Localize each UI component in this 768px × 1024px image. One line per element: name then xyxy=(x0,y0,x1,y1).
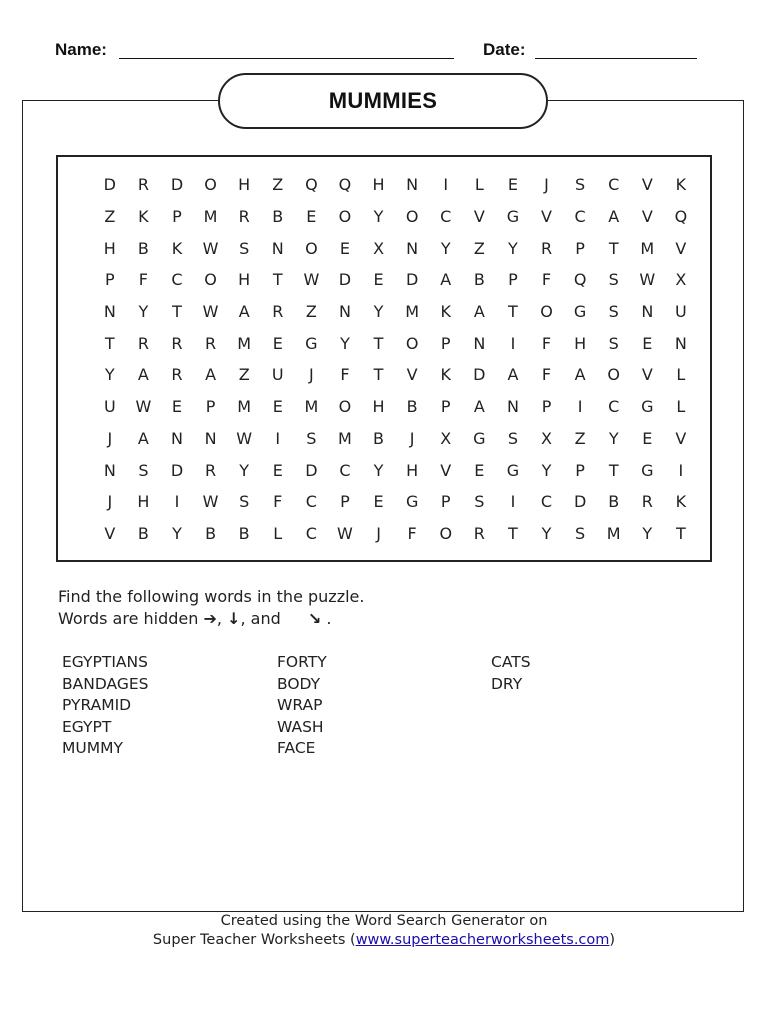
grid-letter: Q xyxy=(338,175,352,195)
grid-letter: E xyxy=(339,238,350,258)
grid-letter: N xyxy=(641,302,654,322)
grid-letter: E xyxy=(272,397,283,417)
grid-row xyxy=(93,359,698,391)
grid-letter: N xyxy=(674,333,687,353)
grid-letter: B xyxy=(373,428,385,448)
grid-letter: W xyxy=(337,523,353,543)
word-list-column-3 xyxy=(491,652,531,695)
grid-letter: P xyxy=(340,492,350,512)
grid-letter: A xyxy=(205,365,217,385)
grid-letter: H xyxy=(372,175,385,195)
grid-letter: Z xyxy=(305,302,317,322)
grid-letter: S xyxy=(138,460,149,480)
grid-letter: E xyxy=(474,460,485,480)
grid-letter: H xyxy=(238,270,251,290)
grid-letter: P xyxy=(508,270,518,290)
grid-letter: H xyxy=(238,175,251,195)
grid-letter: R xyxy=(205,460,217,480)
grid-letter: W xyxy=(135,397,152,417)
grid-letter: Y xyxy=(440,238,451,258)
grid-letter: O xyxy=(204,270,217,290)
grid-letter: U xyxy=(675,302,687,322)
grid-letter: N xyxy=(473,333,486,353)
grid-letter: R xyxy=(238,207,250,227)
grid-letter: T xyxy=(508,302,518,322)
grid-row xyxy=(93,232,698,264)
grid-letter: C xyxy=(574,207,586,227)
grid-letter: R xyxy=(137,333,149,353)
grid-letter: D xyxy=(473,365,486,385)
grid-letter: T xyxy=(508,523,518,543)
grid-letter: N xyxy=(271,238,284,258)
grid-row xyxy=(93,454,698,486)
word-list-item: WRAP xyxy=(277,696,323,714)
grid-letter: T xyxy=(172,302,182,322)
grid-letter: J xyxy=(376,523,381,543)
grid-letter: Z xyxy=(104,207,116,227)
grid-letter: G xyxy=(641,397,654,417)
word-list-item: CATS xyxy=(491,653,531,671)
grid-letter: Y xyxy=(541,523,552,543)
grid-letter: V xyxy=(675,428,687,448)
grid-letter: T xyxy=(608,460,619,480)
word-list-item: FORTY xyxy=(277,653,327,671)
grid-letter: Y xyxy=(340,333,350,353)
grid-letter: B xyxy=(137,523,149,543)
grid-letter: T xyxy=(608,238,619,258)
grid-letter: Y xyxy=(373,207,384,227)
grid-letter: C xyxy=(608,175,620,195)
grid-letter: D xyxy=(405,270,419,290)
word-list-item: PYRAMID xyxy=(62,696,132,714)
grid-letter: V xyxy=(104,523,116,543)
grid-letter: V xyxy=(641,207,653,227)
grid-letter: F xyxy=(138,270,148,290)
website-link[interactable]: www.superteacherworksheets.com xyxy=(355,932,610,948)
grid-letter: W xyxy=(202,238,219,258)
grid-letter: K xyxy=(440,365,451,385)
grid-letter: X xyxy=(373,238,385,258)
grid-letter: Y xyxy=(608,428,619,448)
grid-letter: H xyxy=(103,238,116,258)
arrow-right-icon: ➔ xyxy=(203,609,217,628)
grid-letter: G xyxy=(573,302,587,322)
title-banner xyxy=(218,73,548,129)
grid-letter: I xyxy=(678,460,684,480)
grid-letter: Z xyxy=(473,238,485,258)
grid-letter: O xyxy=(338,207,352,227)
grid-letter: J xyxy=(107,492,113,512)
grid-letter: N xyxy=(338,302,351,322)
grid-letter: Y xyxy=(373,302,384,322)
grid-letter: Y xyxy=(138,302,149,322)
grid-letter: R xyxy=(137,175,149,195)
grid-row xyxy=(93,169,698,201)
grid-letter: E xyxy=(642,333,653,353)
date-label: Date: xyxy=(483,40,526,59)
grid-letter: F xyxy=(407,523,417,543)
grid-row xyxy=(93,518,698,550)
grid-letter: Y xyxy=(373,460,384,480)
grid-letter: F xyxy=(541,333,552,353)
grid-letter: D xyxy=(305,460,318,480)
grid-letter: M xyxy=(237,333,252,353)
grid-letter: S xyxy=(306,428,317,448)
grid-letter: A xyxy=(137,428,149,448)
grid-letter: B xyxy=(137,238,149,258)
name-field[interactable] xyxy=(119,58,454,59)
grid-letter: T xyxy=(373,365,384,385)
word-list-column-1 xyxy=(62,652,148,760)
page-title: MUMMIES xyxy=(328,88,438,113)
grid-row xyxy=(93,201,698,233)
grid-letter: O xyxy=(305,238,318,258)
grid-letter: P xyxy=(440,492,451,512)
grid-letter: B xyxy=(473,270,485,290)
grid-letter: N xyxy=(103,302,116,322)
grid-letter: T xyxy=(272,270,283,290)
grid-letter: B xyxy=(272,207,284,227)
grid-letter: I xyxy=(577,397,583,417)
footer-line-2 xyxy=(0,931,768,950)
word-list-item: FACE xyxy=(277,739,316,757)
grid-letter: G xyxy=(641,460,654,480)
grid-letter: I xyxy=(275,428,281,448)
grid-letter: C xyxy=(305,492,317,512)
grid-letter: F xyxy=(273,492,283,512)
grid-letter: V xyxy=(473,207,485,227)
arrow-diagonal-icon: ↘ xyxy=(307,609,322,628)
grid-letter: U xyxy=(103,397,116,417)
footer xyxy=(0,912,768,950)
grid-letter: G xyxy=(405,492,419,512)
grid-letter: J xyxy=(107,428,113,448)
grid-letter: M xyxy=(338,428,352,448)
grid-letter: R xyxy=(473,523,485,543)
grid-letter: G xyxy=(473,428,486,448)
grid-letter: D xyxy=(170,460,184,480)
grid-letter: O xyxy=(338,397,352,417)
grid-letter: B xyxy=(406,397,418,417)
grid-letter: M xyxy=(304,397,319,417)
grid-letter: E xyxy=(272,333,283,353)
grid-rows xyxy=(93,169,698,549)
grid-letter: L xyxy=(273,523,283,543)
grid-letter: Y xyxy=(541,460,552,480)
grid-letter: G xyxy=(305,333,318,353)
grid-letter: E xyxy=(373,270,384,290)
grid-letter: V xyxy=(541,207,552,227)
grid-letter: T xyxy=(676,523,686,543)
grid-letter: P xyxy=(575,460,585,480)
grid-letter: Y xyxy=(104,365,115,385)
grid-letter: W xyxy=(236,428,253,448)
grid-letter: N xyxy=(506,397,519,417)
grid-letter: Y xyxy=(508,238,518,258)
grid-letter: R xyxy=(205,333,217,353)
grid-letter: E xyxy=(642,428,653,448)
grid-letter: O xyxy=(204,175,217,195)
grid-letter: K xyxy=(675,492,687,512)
grid-letter: V xyxy=(641,365,653,385)
grid-letter: M xyxy=(606,523,621,543)
grid-letter: B xyxy=(238,523,250,543)
grid-letter: O xyxy=(405,333,419,353)
grid-letter: C xyxy=(339,460,351,480)
grid-letter: S xyxy=(239,492,250,512)
grid-letter: D xyxy=(170,175,184,195)
grid-letter: V xyxy=(641,175,653,195)
grid-letter: J xyxy=(544,175,549,195)
and-text: , and xyxy=(240,609,281,628)
grid-letter: S xyxy=(608,270,619,290)
grid-letter: W xyxy=(303,270,320,290)
grid-letter: F xyxy=(541,270,552,290)
grid-letter: L xyxy=(676,397,686,417)
grid-letter: N xyxy=(103,460,116,480)
grid-letter: P xyxy=(205,397,216,417)
grid-letter: M xyxy=(237,397,252,417)
grid-letter: D xyxy=(338,270,352,290)
grid-letter: P xyxy=(575,238,585,258)
grid-letter: L xyxy=(474,175,484,195)
grid-letter: M xyxy=(405,302,420,322)
grid-letter: N xyxy=(204,428,217,448)
grid-letter: A xyxy=(137,365,149,385)
grid-letter: A xyxy=(574,365,586,385)
grid-letter: W xyxy=(202,302,219,322)
grid-letter: R xyxy=(171,365,183,385)
grid-letter: C xyxy=(608,397,620,417)
instructions xyxy=(58,586,364,630)
grid-letter: L xyxy=(676,365,686,385)
word-list-item: BODY xyxy=(277,674,321,693)
grid-row xyxy=(93,296,698,328)
grid-letter: E xyxy=(272,460,283,480)
grid-letter: T xyxy=(373,333,384,353)
instructions-line-1: Find the following words in the puzzle. xyxy=(58,587,365,606)
grid-letter: X xyxy=(675,270,687,290)
grid-row xyxy=(93,264,698,296)
footer-line-1: Created using the Word Search Generator on xyxy=(220,913,548,929)
grid-letter: I xyxy=(443,175,449,195)
grid-letter: I xyxy=(510,492,516,512)
grid-letter: F xyxy=(340,365,350,385)
grid-letter: J xyxy=(409,428,415,448)
grid-letter: H xyxy=(406,460,419,480)
grid-letter: T xyxy=(104,333,115,353)
grid-letter: Q xyxy=(674,207,688,227)
grid-letter: W xyxy=(639,270,656,290)
grid-letter: P xyxy=(440,397,451,417)
grid-letter: E xyxy=(171,397,183,417)
grid-letter: V xyxy=(406,365,418,385)
grid-letter: A xyxy=(507,365,519,385)
grid-letter: K xyxy=(171,238,183,258)
grid-letter: D xyxy=(103,175,116,195)
grid-letter: A xyxy=(473,397,485,417)
grid-letter: C xyxy=(440,207,452,227)
grid-letter: C xyxy=(305,523,317,543)
grid-letter: R xyxy=(272,302,284,322)
word-search-grid xyxy=(56,155,712,562)
grid-letter: G xyxy=(506,207,520,227)
grid-letter: P xyxy=(541,397,552,417)
grid-letter: E xyxy=(306,207,317,227)
grid-letter: A xyxy=(473,302,485,322)
grid-letter: S xyxy=(608,333,619,353)
date-field[interactable] xyxy=(535,58,697,59)
grid-letter: K xyxy=(675,175,687,195)
grid-letter: Z xyxy=(574,428,586,448)
grid-letter: Z xyxy=(238,365,250,385)
grid-letter: S xyxy=(507,428,518,448)
grid-letter: E xyxy=(373,492,384,512)
grid-letter: C xyxy=(540,492,553,512)
word-list-item: MUMMY xyxy=(62,739,123,757)
grid-letter: N xyxy=(406,238,419,258)
instructions-line-2 xyxy=(58,608,364,630)
grid-row xyxy=(93,486,698,518)
header-row xyxy=(55,36,715,64)
grid-letter: O xyxy=(405,207,419,227)
grid-letter: O xyxy=(540,302,553,322)
grid-letter: X xyxy=(541,428,552,448)
grid-letter: Y xyxy=(172,523,182,543)
name-label: Name: xyxy=(55,40,107,59)
word-list-column-2 xyxy=(277,652,327,760)
grid-letter: W xyxy=(202,492,219,512)
grid-letter: S xyxy=(239,238,250,258)
grid-row xyxy=(93,423,698,455)
grid-letter: P xyxy=(440,333,451,353)
grid-letter: D xyxy=(573,492,587,512)
grid-letter: R xyxy=(171,333,183,353)
arrow-down-icon: ↓ xyxy=(227,609,241,628)
word-list-item: EGYPTIANS xyxy=(62,653,148,671)
grid-letter: Z xyxy=(272,175,284,195)
grid-letter: P xyxy=(104,270,115,290)
word-list-item: EGYPT xyxy=(62,717,112,736)
grid-row xyxy=(93,327,698,359)
grid-letter: K xyxy=(440,302,451,322)
grid-letter: H xyxy=(137,492,150,512)
comma-text: , xyxy=(216,609,222,628)
grid-letter: R xyxy=(540,238,553,258)
grid-letter: Q xyxy=(573,270,587,290)
grid-letter: H xyxy=(372,397,385,417)
grid-letter: M xyxy=(640,238,655,258)
grid-letter: V xyxy=(440,460,452,480)
grid-letter: G xyxy=(506,460,520,480)
grid-letter: B xyxy=(205,523,217,543)
grid-letter: U xyxy=(271,365,284,385)
grid-letter: O xyxy=(607,365,620,385)
grid-letter: S xyxy=(575,523,586,543)
grid-letter: N xyxy=(406,175,419,195)
grid-letter: I xyxy=(510,333,516,353)
grid-letter: Y xyxy=(239,460,250,480)
grid-letter: S xyxy=(608,302,619,322)
word-list-item: BANDAGES xyxy=(62,674,149,693)
grid-letter: M xyxy=(203,207,218,227)
instructions-prefix: Words are hidden xyxy=(58,609,199,628)
grid-letter: A xyxy=(440,270,452,290)
grid-letter: H xyxy=(574,333,587,353)
grid-letter: B xyxy=(608,492,620,512)
word-list-item: DRY xyxy=(491,674,523,693)
grid-letter: J xyxy=(309,365,314,385)
grid-letter: K xyxy=(138,207,149,227)
grid-letter: P xyxy=(172,207,182,227)
grid-letter: S xyxy=(575,175,586,195)
period-text: . xyxy=(326,609,332,628)
grid-letter: N xyxy=(171,428,183,448)
grid-letter: O xyxy=(439,523,453,543)
grid-letter: C xyxy=(171,270,183,290)
grid-row xyxy=(93,391,698,423)
footer-prefix: Super Teacher Worksheets ( xyxy=(152,932,356,948)
grid-letter: X xyxy=(440,428,452,448)
grid-letter: F xyxy=(541,365,552,385)
grid-letter: A xyxy=(608,207,620,227)
grid-letter: Q xyxy=(305,175,318,195)
grid-letter: Y xyxy=(642,523,653,543)
grid-letter: I xyxy=(174,492,180,512)
word-list-item: WASH xyxy=(277,717,324,736)
grid-letter: V xyxy=(675,238,687,258)
grid-letter: S xyxy=(474,492,485,512)
footer-suffix: ) xyxy=(609,932,616,948)
grid-letter: E xyxy=(507,175,518,195)
grid-letter: A xyxy=(238,302,250,322)
grid-letter: R xyxy=(641,492,653,512)
